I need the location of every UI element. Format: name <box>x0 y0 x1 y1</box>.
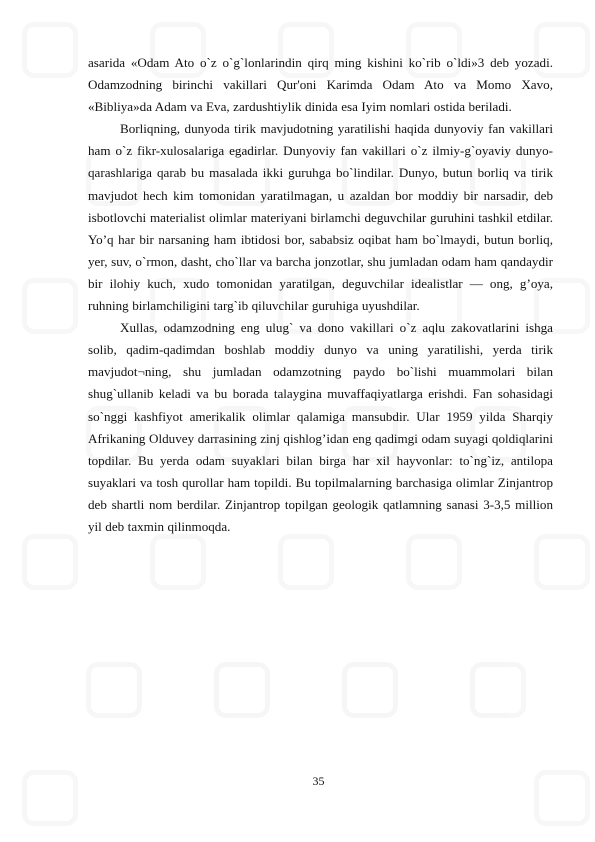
watermark-tile <box>342 662 398 718</box>
watermark-tile <box>22 534 78 590</box>
paragraph-2: Borliqning, dunyoda tirik mavjudotning yaratilishi haqida dunyoviy fan vakillari ham o`z fikr-xulosalariga egadirlar. Dunyoviy fan vakillari o`z ilmiy-g`oyaviy dunyo-qarashlariga qarab bu masalada ikki guruhga bo`lindilar. Dunyo, butun borliq va tirik mavjudot hech kim tomonidan yaratilmagan, u azaldan bor moddiy bir narsadir, deb isbotlovchi materialist olimlar materiyani birlamchi deguvchilar guruhini tashkil etdilar. Yo’q har bir narsaning ham ibtidosi bor, sababsiz oqibat ham bo`lmaydi, butun borliq, yer, suv, o`rmon, dasht, cho`llar va barcha jonzotlar, shu jumladan odam ham qandaydir bir ilohiy kuch, xudo tomonidan yaratilgan, deguvchilar idealistlar — ong, g’oya, ruhning birlamchiligini targ`ib qiluvchilar guruhiga uyushdilar. <box>88 121 553 314</box>
watermark-tile <box>470 662 526 718</box>
watermark-tile <box>22 22 78 78</box>
watermark-tile <box>406 534 462 590</box>
watermark-tile <box>278 534 334 590</box>
watermark-tile <box>150 534 206 590</box>
watermark-tile <box>214 662 270 718</box>
watermark-tile <box>86 662 142 718</box>
paragraph-3: Xullas, odamzodning eng ulug` va dono vakillari o`z aqlu zakovatlarini ishga solib, qadim-qadimdan boshlab moddiy dunyo va uning yaratilishi, yerda tirik mavjudot¬ning, shu jumladan odamzotning paydo bo`lishi muammolari bilan shug`ullanib keladi va bu borada talaygina muvaffaqiyatlarga erishdi. Fan sohasidagi so`nggi kashfiyot amerikalik olimlar qalamiga mansubdir. Ular 1959 yilda Sharqiy Afrikaning Olduvey darrasining zinj qishlog’idan eng qadimgi odam suyagi qoldiqlarini topdilar. Bu yerda odam suyaklari bilan birga har xil hayvonlar: to`ng`iz, antilopa suyaklari va tosh qurollar ham topildi. Bu topilmalarning barchasiga olimlar Zinjantrop deb shartli nom berdilar. Zinjantrop topilgan geologik qatlamning sanasi 3-3,5 million yil deb taxmin qilinmoqda. <box>88 320 553 534</box>
paragraph-1: asarida «Odam Ato o`z o`g`lonlarindin qirq ming kishini ko`rib o`ldi»3 deb yozadi. Odamzodning birinchi vakillari Qur'oni Karimda Odam Ato va Momo Xavo, «Bibliya»da Adam va Eva, zardushtiylik dinida esa Iyim nomlari ostida beriladi. <box>88 55 553 115</box>
watermark-tile <box>534 534 590 590</box>
page-number: 35 <box>312 774 325 788</box>
document-body <box>88 52 553 538</box>
watermark-tile <box>22 278 78 334</box>
